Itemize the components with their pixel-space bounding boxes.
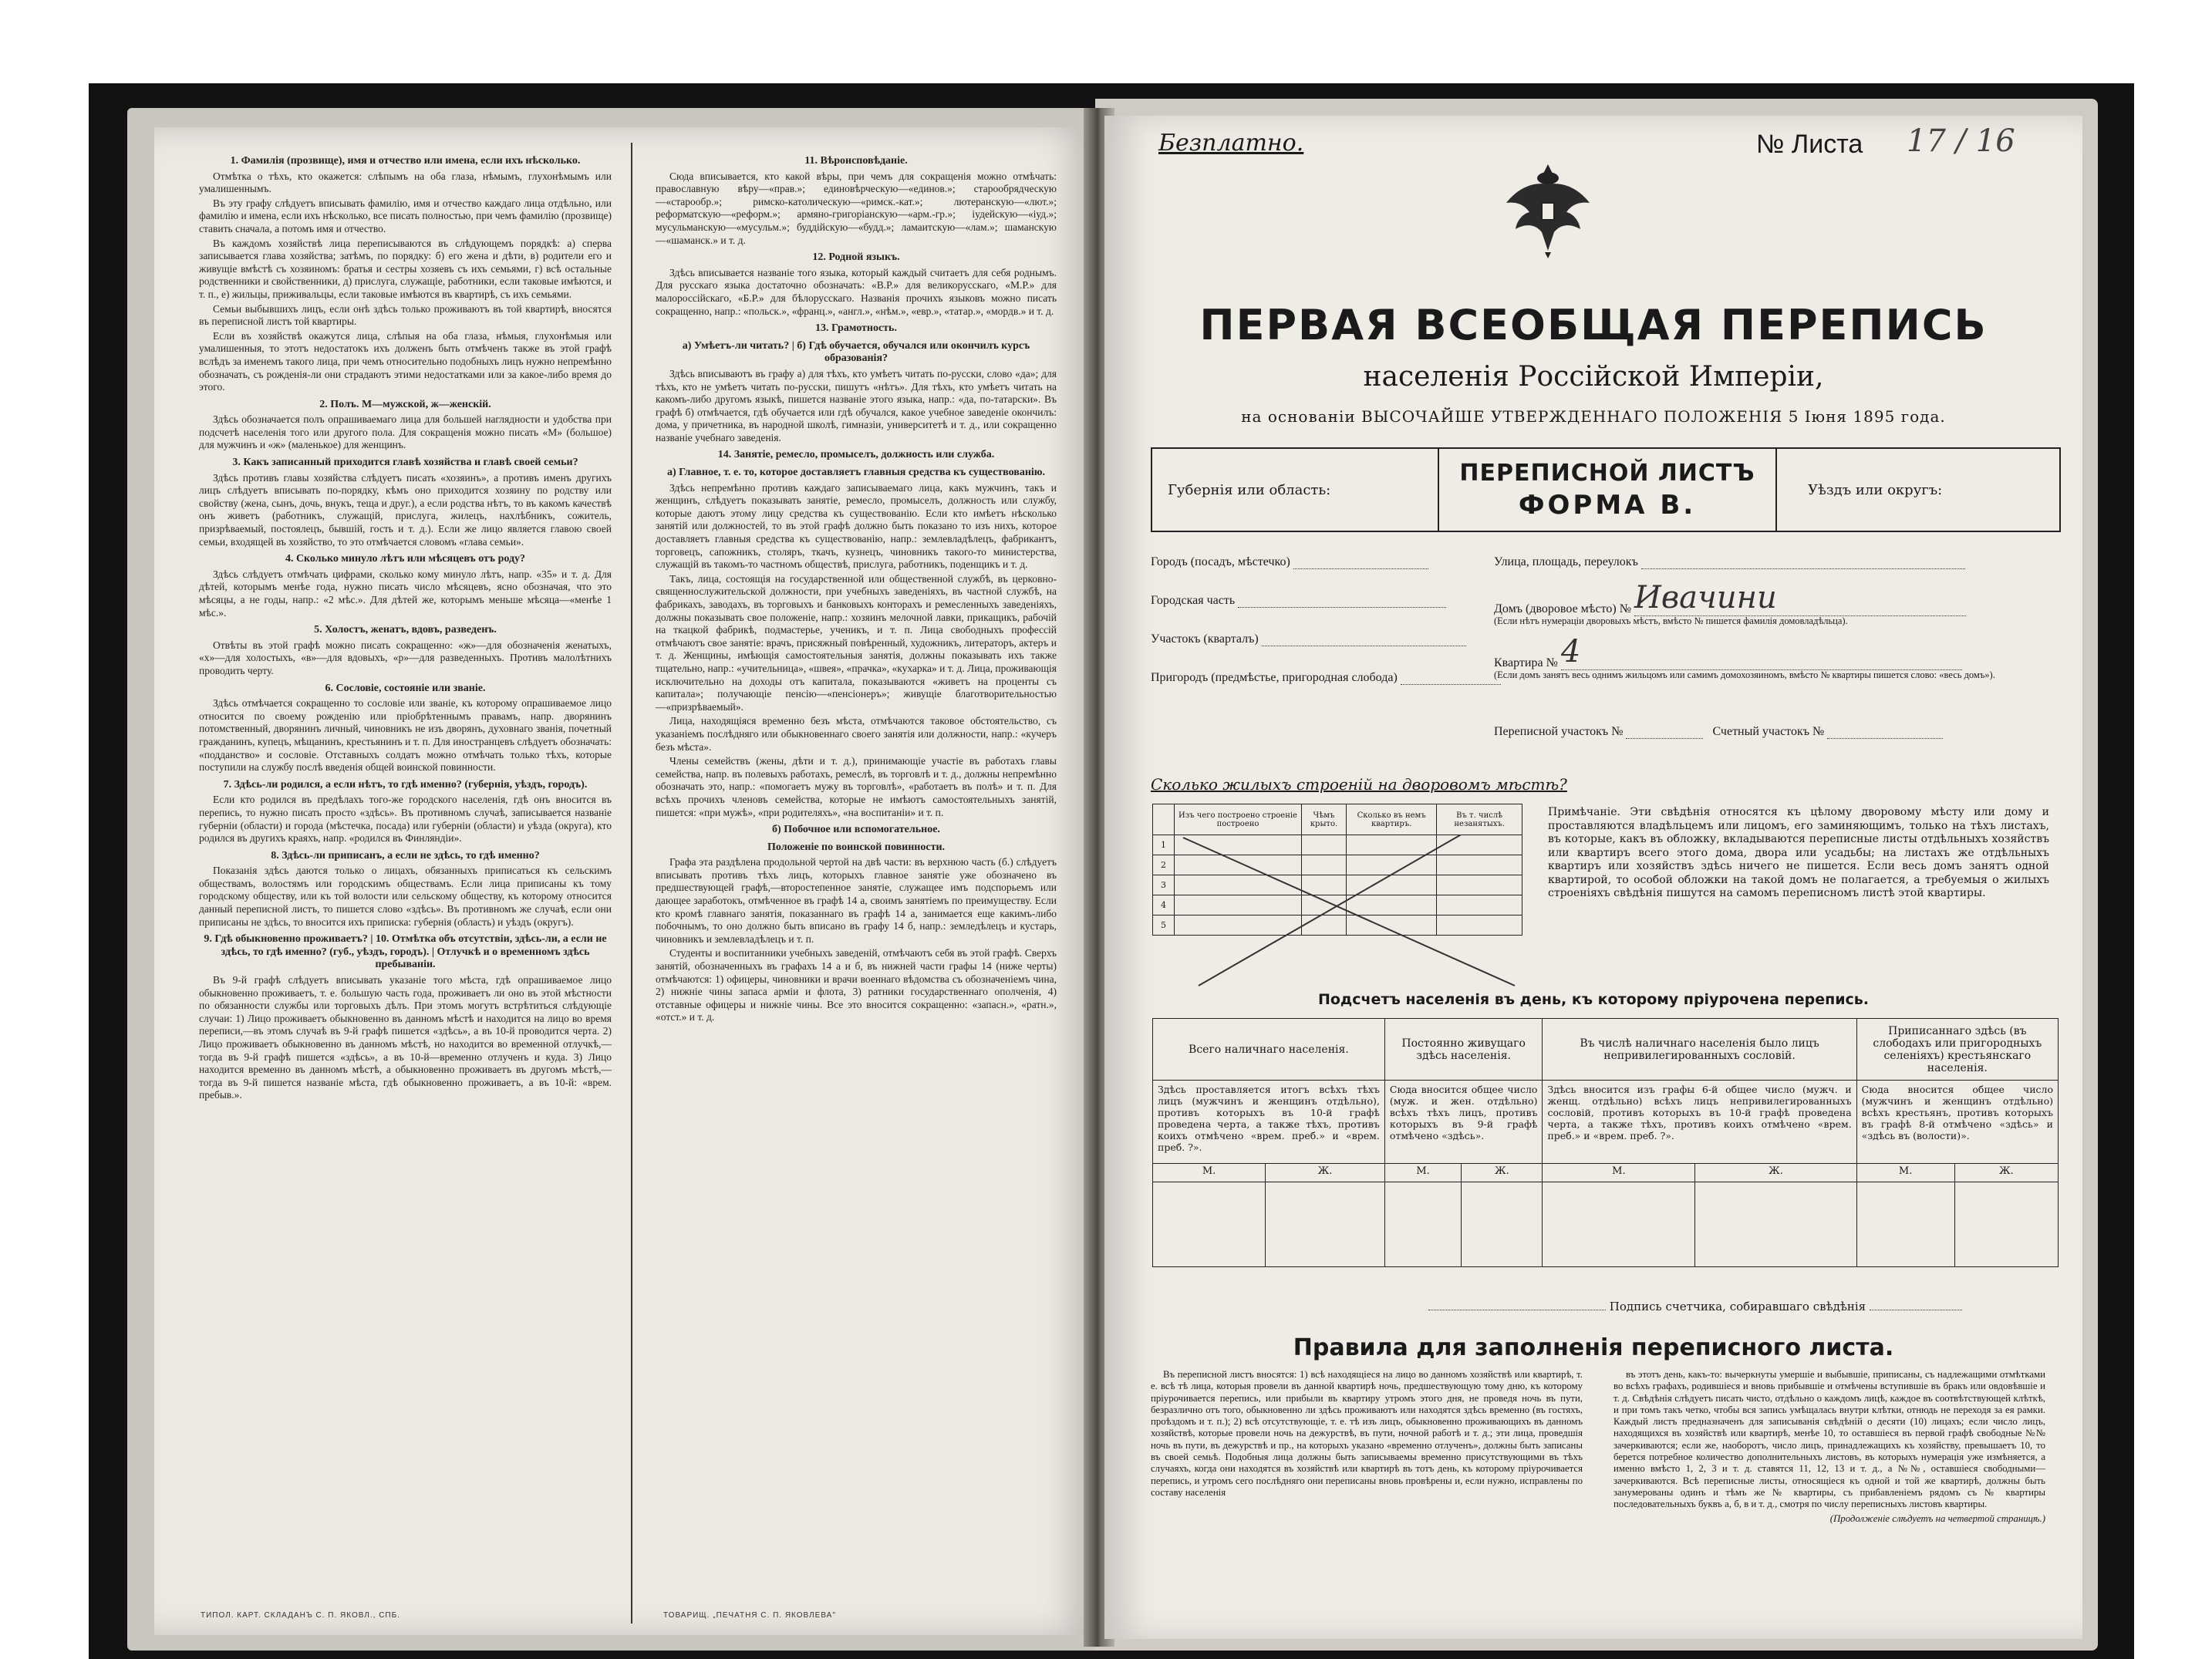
paragraph: Члены семействъ (жены, дѣти и т. д.), принимающіе участіе въ работахъ главы семейства, напр. въ полевыхъ работахъ, ремеслѣ, въ торговлѣ и т. д., должны непремѣнно обозначать это, напр.: «помогаетъ мужу въ торговлѣ», «работаетъ въ полѣ» и т. п. Для всѣхъ прочихъ членовъ семейства, которые не имѣютъ самостоятельныхъ занятій, пишется: «при мужѣ», «при родителяхъ», «на воспитаніи» и т. п. — [656, 755, 1057, 818]
paragraph: Лица, находящіяся временно безъ мѣста, отмѣчаются таковое обстоятельство, съ указаніемъ послѣдняго или обыкновеннаго своего занятія или должности, напр.: «кучеръ безъ мѣста». — [656, 715, 1057, 753]
female-column-header: Ж. — [1462, 1164, 1543, 1182]
paragraph: Если въ хозяйствѣ окажутся лица, слѣпыя на оба глаза, нѣмыя, глухонѣмыя или умалишенныя, то этотъ недостатокъ ихъ долженъ быть отмѣченъ также въ этой графѣ вслѣдъ за именемъ такого лица, при чемъ относительно подобныхъ лицъ нужно непремѣнно обозначать, съ рожденія-ли они страдаютъ этими недостатками или за какое-либо время до этого. — [199, 329, 612, 393]
section-heading: 1. Фамилія (прозвище), имя и отчество или имена, если ихъ нѣсколько. — [230, 155, 581, 167]
rules-text: Въ переписной листъ вносятся: 1) всѣ находящіеся на лицо во данномъ хозяйствѣ или квартирѣ, т. е. всѣ тѣ лица, которыя провели въ данной квартирѣ ночь, предшествующую тому дню, къ которому пріурочивается перепись, или прибыли въ квартиру утромъ этого дня, не проведя ночь въ пути, безразлично отъ того, обыкновенно ли здѣсь проживаютъ или находятся здѣсь временно (въ гостяхъ, проѣздомъ и т. п.); 2) всѣ отсутствующіе, т. е. тѣ изъ лицъ, обыкновенно проживающихъ въ данномъ хозяйствѣ, которые провели ночь на дежурствѣ, въ пути, ночной работѣ и т. д.; эти лица, проведшія ночь въ пути, въ дежурствѣ и пр., на которыхъ указано «временно отлученъ», должны быть записаны въ своей семьѣ. Подобныя лица должны быть записываемы временно присутствующими въ тѣхъ случаяхъ, когда они находятся въ хозяйствѣ или квартирѣ въ тотъ день, къ которому пріурочивается перепись, и утромъ сего послѣдняго они переписаны вновь провѣрены и, если нужно, исправлены по составу населенія — [1151, 1369, 1583, 1498]
signature-line — [1428, 1300, 1962, 1313]
city-part-label: Городская часть — [1151, 594, 1236, 607]
house-field — [1494, 580, 1966, 616]
paragraph: Такъ, лица, состоящія на государственной или общественной службѣ, въ церковно-священнослужительской должности, при учебныхъ заведеніяхъ, въ частной службѣ, на фабрикахъ, заводахъ, въ торговыхъ и банковыхъ конторахъ и ремесленныхъ заведеніяхъ, должны показывать свое положеніе, напр.: хозяинъ мелочной лавки, прикащикъ, рабочій на ткацкой фабрикѣ, подмастерье, ученикъ, и т. п. Лица свободныхъ профессій отмѣчаютъ свое занятіе: врачъ, присяжный повѣренный, художникъ, литераторъ, актеръ и т. д. Женщины, имѣющія самостоятельныя занятія, должны показывать ихъ также тщательно, напр.: «учительница», «швея», «прачка», «кухарка» и т. д. Лица, проживающія исключительно на доходы отъ капитала, показываются «живетъ на проценты съ капитала»; получающіе пенсію—«пенсіонеръ»; живущіе благотворительностью—«призрѣваемый». — [656, 572, 1057, 713]
sheet-number-handwritten: 17 / 16 — [1907, 123, 2015, 159]
section-heading: 9. Гдѣ обыкновенно проживаетъ? | 10. Отмѣтка объ отсутствіи, здѣсь-ли, а если не здѣсь, то гдѣ именно? (губ., уѣздъ, городъ). | Отлучкѣ и о временномъ здѣсь пребываніи. — [204, 933, 607, 971]
rules-text: въ этотъ день, какъ-то: вычеркнуты умершіе и выбывшіе, приписаны, съ надлежащими отмѣтками во всѣхъ графахъ, родившіеся и вновь прибывшіе и отмѣчены вступившіе въ бракъ или овдовѣвшіе и т. д. Свѣдѣнія слѣдуетъ писать чисто, отдѣльно о каждомъ лицѣ, каждое въ соотвѣтствующей клѣткѣ, и при томъ такъ четко, чтобы вся запись умѣщалась внутри клѣтки, отнюдь не переходя за ея рамки. Каждый листъ предназначенъ для записыванія свѣдѣній о десяти (10) лицахъ; если число лицъ, находящихся въ хозяйствѣ или квартирѣ, менѣе 10, то оставшіеся въ первой графѣ свободные №№ зачеркиваются; если же, наоборотъ, число лицъ, принадлежащихъ къ хозяйству, превышаетъ 10, то берется потребное количество дополнительныхъ листовъ, въ которыхъ нумерація уже измѣняется, а именно вмѣсто 1, 2, 3 и т. д. ставятся 11, 12, 13 и т. д., а №№, оставшіеся свободными—зачеркиваются. Всѣ переписные листы, относящіеся къ одной и той же квартирѣ, должны быть занумерованы одинъ и тѣмъ же № квартиры, съ прибавленіемъ рядомъ съ № квартиры последовательныхъ буквъ а, б, в и т. д., смотря по числу переписныхъ листовъ квартиры. — [1613, 1369, 2045, 1510]
left-page — [154, 127, 1094, 1635]
section-heading: 14. Занятіе, ремесло, промыселъ, должность или служба. — [717, 449, 995, 461]
row-number: 5 — [1153, 915, 1175, 936]
paragraph: Здѣсь обозначается полъ опрашиваемаго лица для большей наглядности и удобства при подсчетѣ населенія того или другого пола. Для сокращенія можно писать «М» (большое) для мужчинъ и «ж» (маленькое) для женщинъ. — [199, 413, 612, 451]
count-description: Сюда вносится общее число (муж. и жен. отдѣльно) всѣхъ тѣхъ лицъ, противъ которыхъ въ 9-й графѣ отмѣчено «здѣсь». — [1384, 1081, 1543, 1164]
section-heading: 7. Здѣсь-ли родился, а если нѣтъ, то гдѣ именно? (губернія, уѣздъ, городъ). — [223, 778, 588, 791]
dwellings-note: Примѣчаніе. Эти свѣдѣнія относятся къ цѣлому дворовому мѣсту или дому и проставляются владѣльцемъ или лицомъ, его заминяющимъ, только на тѣхъ листахъ, въ которые, какъ въ обложку, вкладываются переписные листы отдѣльныхъ хозяйствъ или квартиръ всего этого дома, двора или усадьбы; на листахъ же отдѣльныхъ квартиръ или хозяйствъ здѣсь ничего не пишется. Если весь домъ занятъ одной квартирой, то особой обложки на такой домъ не полагается, а требуемыя о жилыхъ строеніяхъ свѣдѣнія пишутся на самомъ переписномъ листѣ этой квартиры. — [1548, 806, 2049, 899]
paragraph: Здѣсь непремѣнно противъ каждаго записываемаго лица, какъ мужчинъ, такъ и женщинъ, слѣдуетъ показывать занятіе, ремесло, промыселъ, должность или службу, которые даютъ этому лицу средства къ существованію. Если кто имѣетъ нѣсколько занятій или должностей, то въ этой графѣ должно быть показано то изъ нихъ, которое доставляетъ главныя средства къ существованію, напр.: землевладѣлецъ, фабрикантъ, торговецъ, сапожникъ, столяръ, ткачъ, кузнецъ, чиновникъ такого-то министерства, служащій въ такомъ-то частномъ обществѣ, прислуга, работникъ, поденщикъ и т. д. — [656, 481, 1057, 571]
apartment-label: Квартира № — [1494, 656, 1558, 669]
city-field — [1151, 555, 1428, 569]
rules-column-2 — [1613, 1369, 2045, 1525]
precinct-label: Участокъ (кварталъ) — [1151, 632, 1259, 646]
imprint-left: ТИПОЛ. КАРТ. СКЛАДАНЪ С. П. ЯКОВЛ., СПБ. — [201, 1611, 400, 1620]
male-column-header: М. — [1856, 1164, 1954, 1182]
right-page — [1104, 116, 2082, 1639]
paragraph: Здѣсь вписываютъ въ графу а) для тѣхъ, кто умѣетъ читать по-русски, слово «да»; для тѣхъ, кто не умѣетъ читать по-русски, пишутъ «нѣтъ». Для тѣхъ, кто умѣетъ читать на какомъ-либо другомъ языкѣ, пишется названіе этого языка, напр.: «да, по-татарски». Въ графѣ б) отмѣчается, гдѣ обучается или гдѣ обучался, какое учебное заведеніе окончилъ: дома, у причетника, въ народной школѣ, гимназіи, университетѣ и т. д., или сокращенно названіе учебнаго заведенія. — [656, 367, 1057, 443]
count-description: Здѣсь проставляется итогъ всѣхъ тѣхъ лицъ (мужчинъ и женщинъ отдѣльно), противъ которыхъ въ 10-й графѣ проведена черта, а также тѣхъ, противъ коихъ отмѣчено «врем. преб.» и «врем. преб. ?». — [1153, 1081, 1385, 1164]
document-title: ПЕРВАЯ ВСЕОБЩАЯ ПЕРЕПИСЬ — [1199, 301, 1988, 349]
male-column-header: М. — [1153, 1164, 1266, 1182]
paragraph: Графа эта раздѣлена продольной чертой на двѣ части: въ верхнюю часть (б.) слѣдуетъ вписывать противъ тѣхъ лицъ, которыхъ главное занятіе уже обозначено въ предшествующей графѣ,—второстепенное занятіе, служащее имъ подспорьемъ или дающее заработокъ, отмѣченное въ графѣ 14 а, своимъ занятіемъ по преимуществу. Если кто кромѣ главнаго занятія, показаннаго въ графѣ 14 а, занимается еще какимъ-либо побочнымъ, то оно должно быть вписано въ графу 14 б, напр.: земледѣлецъ и кустарь, чиновникъ и землевладѣлецъ и т. п. — [656, 856, 1057, 945]
instructions-column-1 — [199, 150, 612, 1104]
rules-column-1 — [1151, 1369, 1583, 1499]
district-label: Уѣздъ или округъ: — [1808, 481, 1943, 498]
row-number: 1 — [1153, 835, 1175, 855]
row-number: 3 — [1153, 875, 1175, 895]
imprint-right: ТОВАРИЩ. „ПЕЧАТНЯ С. П. ЯКОВЛЕВА" — [663, 1611, 836, 1620]
dwellings-caption: Сколько жилыхъ строеній на дворовомъ мѣстѣ? — [1151, 775, 1567, 794]
house-note: (Если нѣтъ нумераціи дворовыхъ мѣстъ, вмѣсто № пишется фамилія домовладѣльца). — [1494, 615, 1848, 626]
dwellings-header: Чѣмъ крыто. — [1302, 804, 1347, 835]
section-heading: 4. Сколько минуло лѣтъ или мѣсяцевъ отъ роду? — [285, 553, 526, 565]
document-basis: на основаніи ВЫСОЧАЙШЕ УТВЕРЖДЕННАГО ПОЛОЖЕНІЯ 5 Іюня 1895 года. — [1241, 407, 1946, 426]
document-subtitle: населенія Россійской Имперіи, — [1363, 361, 1824, 393]
suburb-label: Пригородъ (предмѣстье, пригородная слобода) — [1151, 671, 1398, 684]
house-handwritten: Ивачини — [1634, 580, 1966, 616]
row-number: 4 — [1153, 895, 1175, 915]
section-heading: 3. Какъ записанный приходится главѣ хозяйства и главѣ своей семьи? — [232, 457, 578, 469]
paragraph: Сюда вписывается, кто какой вѣры, при чемъ для сокращенія можно отмѣчать: православную вѣру—«прав.»; единовѣрческую—«единов.»; старообрядческую—«старообр.»; римско-католическую—«римск.-кат.»; лютеранскую—«лют.»; реформатскую—«реформ.»; армяно-григоріанскую—«арм.-гр.»; іудейскую—«іуд.»; мусульманскую—«мусульм.»; буддійскую—«будд.»; ламаитскую—«лам.»; шаманскую—«шаманск.» и т. д. — [656, 170, 1057, 246]
apartment-handwritten: 4 — [1561, 634, 1962, 670]
section-heading: 12. Родной языкъ. — [812, 251, 900, 264]
section-heading: а) Главное, т. е. то, которое доставляетъ главныя средства къ существованію. — [667, 467, 1045, 479]
paragraph: Въ 9-й графѣ слѣдуетъ вписывать указаніе того мѣста, гдѣ опрашиваемое лицо обыкновенно проживаетъ, т. е. большую часть года, проживаетъ ли оно въ этой мѣстности по обязанности службы или торговыхъ дѣлъ. При этомъ могутъ встрѣтиться слѣдующіе случаи: 1) Лицо проживаетъ обыкновенно въ данномъ мѣстѣ и находится на лицо во время переписи,—въ этомъ случаѣ въ 9-й графѣ пишется «здѣсь», а въ 10-й проводится черта. 2) Лицо проживаетъ обыкновенно въ данномъ мѣстѣ, но находится во временной отлучкѣ,—тогда въ 9-й графѣ пишется «здѣсь», а въ 10-й—временно отлученъ и куда. 3) Лицо находится временно въ данномъ мѣстѣ, а обыкновенно проживаетъ въ другомъ мѣстѣ,—тогда въ 9-й пишется названіе мѣста, гдѣ обыкновенно проживаетъ, а въ 10-й: «врем. пребыв.». — [199, 974, 612, 1101]
population-count-title: Подсчетъ населенія въ день, къ которому пріурочена перепись. — [1317, 991, 1870, 1008]
dwellings-header: Сколько въ немъ квартиръ. — [1346, 804, 1436, 835]
rules-title: Правила для заполненія переписного листа. — [1293, 1334, 1894, 1361]
paragraph: Семьи выбывшихъ лицъ, если онѣ здѣсь только проживаютъ въ той квартирѣ, вносятся въ переписной листъ той квартиры. — [199, 302, 612, 328]
imperial-eagle-icon — [1502, 158, 1594, 258]
paragraph: Отвѣты въ этой графѣ можно писать сокращенно: «ж»—для обозначенія женатыхъ, «х»—для холостыхъ, «в»—для вдовыхъ, «р»—для разведенныхъ. Противъ малолѣтнихъ проводить черту. — [199, 639, 612, 676]
apartment-note: (Если домъ занятъ весь однимъ жильцомъ или самимъ домохозяиномъ, вмѣсто № квартиры пишется слово: «весь домъ»). — [1494, 669, 1995, 680]
paragraph: Если кто родился въ предѣлахъ того-же городского населенія, гдѣ онъ вносится въ перепись, то нужно писать просто «здѣсь». Въ противномъ случаѣ, записывается названіе губерніи (области) и города (мѣстечка, посада) или губерніи (области) и уѣзда (округа), кто родился въ другихъ краяхъ, напр. «родился въ Финляндіи». — [199, 794, 612, 845]
count-header: Постоянно живущаго здѣсь населенія. — [1384, 1019, 1543, 1081]
census-precinct-label: Переписной участокъ № — [1494, 725, 1624, 738]
instructions-column-2 — [656, 150, 1057, 1026]
section-heading: 2. Полъ. М—мужской, ж—женскій. — [319, 398, 491, 410]
count-cell[interactable] — [1384, 1182, 1461, 1267]
count-cell[interactable] — [1954, 1182, 2058, 1267]
section-heading: 5. Холостъ, женатъ, вдовъ, разведенъ. — [314, 624, 497, 636]
section-heading: б) Побочное или вспомогательное. — [772, 824, 940, 836]
sheet-title: ПЕРЕПИСНОЙ ЛИСТЪ — [1459, 459, 1755, 487]
count-cell[interactable] — [1695, 1182, 1856, 1267]
dwellings-header: Въ т. числѣ незанятыхъ. — [1437, 804, 1522, 835]
city-part-field — [1151, 594, 1446, 608]
count-cell[interactable] — [1856, 1182, 1954, 1267]
street-label: Улица, площадь, переулокъ — [1494, 555, 1638, 568]
paragraph: Показанія здѣсь даются только о лицахъ, обязанныхъ приписаться къ сельскимъ обществамъ, волостямъ или городскимъ обществамъ. Если лица приписаны къ тому городскому обществу, или къ той волости или сельскому обществу, къ которому относится данный переписной листъ, то пишется слово «здѣсь». Въ противномъ же случаѣ, если они приписаны не здѣсь, то вносится ихъ приписка: губернія (область) и уѣздъ (округъ). — [199, 865, 612, 928]
paragraph: Студенты и воспитанники учебныхъ заведеній, отмѣчаютъ себя въ этой графѣ. Сверхъ занятій, обозначенныхъ въ графахъ 14 а и б, въ нижней части графы 14 (ниже черты) отмѣчаются: 1) офицеры, чиновники и врачи военнаго вѣдомства съ обозначеніемъ чина, 2) нижніе чины запаса арміи и флота, 3) ратники государственнаго ополченія, 4) отставные офицеры и нижніе чины. Все это вносится сокращенно: «запасн.», «ратн.», «отст.» и т. д. — [656, 947, 1057, 1023]
signature-label: Подпись счетчика, собиравшаго свѣдѣнія — [1609, 1300, 1866, 1313]
count-header: Въ числѣ наличнаго населенія было лицъ непривилегированныхъ сословій. — [1543, 1019, 1856, 1081]
count-description: Здѣсь вносится изъ графы 6-й общее число (мужч. и женщ. отдѣльно) всѣхъ лицъ непривилегированныхъ сословій, противъ которыхъ въ 10-й графѣ проведена черта, а также тѣхъ, противъ коихъ отмѣчено «врем. преб.» и «врем. преб. ?». — [1543, 1081, 1856, 1164]
count-header: Приписаннаго здѣсь (въ слободахъ или пригородныхъ селеніяхъ) крестьянскаго населенія. — [1856, 1019, 2058, 1081]
male-column-header: М. — [1384, 1164, 1461, 1182]
dwellings-index-header — [1153, 804, 1175, 835]
province-label: Губернія или область: — [1168, 481, 1331, 498]
count-cell[interactable] — [1266, 1182, 1385, 1267]
paragraph: Отмѣтка о тѣхъ, кто окажется: слѣпымъ на оба глаза, нѣмымъ, глухонѣмымъ или умалишеннымъ. — [199, 170, 612, 195]
crossed-out-mark — [1152, 835, 1522, 989]
form-name: ФОРМА В. — [1518, 489, 1697, 521]
male-column-header: М. — [1543, 1164, 1695, 1182]
dwellings-header: Изъ чего построено строеніе построено — [1175, 804, 1302, 835]
female-column-header: Ж. — [1695, 1164, 1856, 1182]
row-number: 2 — [1153, 855, 1175, 875]
paragraph: Въ эту графу слѣдуетъ вписывать фамилію, имя и отчество каждаго лица отдѣльно, или фамилію и имена, если ихъ нѣсколько, все писать полностью, при чемъ фамилію (прозвище) ставить сначала, а потомъ имя и отчество. — [199, 197, 612, 234]
census-precinct-field — [1494, 725, 1943, 739]
population-count-table — [1152, 1018, 2059, 1267]
female-column-header: Ж. — [1266, 1164, 1385, 1182]
section-heading: 8. Здѣсь-ли приписанъ, а если не здѣсь, то гдѣ именно? — [271, 849, 540, 862]
count-precinct-label: Счетный участокъ № — [1712, 725, 1825, 738]
section-heading: 13. Грамотность. — [815, 322, 897, 335]
house-label: Домъ (дворовое мѣсто) № — [1494, 602, 1631, 615]
sheet-number-label: № Листа — [1756, 130, 1863, 159]
section-heading: Положеніе по воинской повинности. — [767, 841, 946, 853]
count-description: Сюда вносится общее число (мужчинъ и женщинъ отдѣльно) всѣхъ крестьянъ, противъ которыхъ въ графѣ 8-й отмѣчено «здѣсь» и «здѣсь въ (волости)». — [1856, 1081, 2058, 1164]
street-field — [1494, 555, 1965, 569]
form-title-cell — [1438, 449, 1777, 531]
city-label: Городъ (посадъ, мѣстечко) — [1151, 555, 1290, 568]
paragraph: Здѣсь отмѣчается сокращенно то сословіе или званіе, къ которому опрашиваемое лицо относится по своему рожденію или пріобрѣтеннымъ правамъ, напр. дворянинъ потомственный, дворянинъ личный, чиновникъ не изъ дворянъ, духовнаго званія, почетный гражданинъ, купецъ, мѣщанинъ, крестьянинъ и т. п. Для иностранцевъ слѣдуетъ обозначать: «подданство» и сословіе. Отставныхъ солдатъ можно отмѣчать только тѣхъ, которые поступили на службу послѣ введенія общей воинской повинности. — [199, 697, 612, 774]
paragraph: Въ каждомъ хозяйствѣ лица переписываются въ слѣдующемъ порядкѣ: а) сперва записывается глава хозяйства; затѣмъ, по порядку: б) его жена и дѣти, в) родители его и живущіе вмѣстѣ съ хозяиномъ: братья и сестры хозяевъ съ ихъ семьями, г) всѣ остальные родственники и свойственники, д) прислуга, служащіе, работники, если таковые имѣются, и т. п., е) жильцы, приживальцы, если таковые имѣются въ квартирѣ, съ ихъ семьями. — [199, 237, 612, 300]
count-cell[interactable] — [1153, 1182, 1266, 1267]
section-heading: 6. Сословіе, состояніе или званіе. — [325, 682, 486, 694]
count-cell[interactable] — [1543, 1182, 1695, 1267]
suburb-field — [1151, 671, 1501, 685]
paragraph: Здѣсь слѣдуетъ отмѣчать цифрами, сколько кому минуло лѣтъ, напр. «35» и т. д. Для дѣтей, которымъ менѣе года, нужно писать число мѣсяцевъ, ясно обозначая, что это мѣсяцы, а не годы, напр.: «2 мѣс.». Для дѣтей же, которымъ меньше мѣсяца—«менѣе 1 мѣс.». — [199, 568, 612, 619]
count-header: Всего наличнаго населенія. — [1153, 1019, 1385, 1081]
paragraph: Здѣсь противъ главы хозяйства слѣдуетъ писать «хозяинъ», а противъ именъ другихъ лицъ слѣдуетъ вписывать по-порядку, кѣмъ оно приходится хозяину по родству или свойству (жена, сынъ, дочь, внукъ, теща и друг.), а если родства нѣтъ, то въ какомъ качествѣ онъ живетъ (работникъ, служащій, прислуга, жилецъ, нахлѣбникъ, сожитель, призрѣваемый, постоялецъ, бывшій, гость и т. д.). Если же лицо является главою своей семьи, входящей въ хозяйство, то это отмѣчается словомъ «глава семьи». — [199, 471, 612, 548]
apartment-field — [1494, 634, 1962, 670]
column-divider — [631, 143, 632, 1624]
section-heading: а) Умѣетъ-ли читать? | б) Гдѣ обучается, обучался или окончилъ курсъ образованія? — [682, 339, 1030, 365]
free-label: Безплатно. — [1158, 130, 1304, 157]
section-heading: 11. Вѣроисповѣданіе. — [804, 155, 908, 167]
form-header-box — [1151, 447, 2061, 532]
precinct-field — [1151, 632, 1466, 646]
paragraph: Здѣсь вписывается названіе того языка, который каждый считаетъ для себя роднымъ. Для русскаго языка достаточно обозначать: «В.Р.» для великорусскаго, «М.Р.» для малороссійскаго, «Б.Р.» для бѣлорусскаго. Названія прочихъ языковъ можно писать сокращенно, напр.: «польск.», «франц.», «англ.», «нѣм.», «евр.», «татар.», «мордв.» и т. д. — [656, 266, 1057, 317]
continued-note: (Продолженіе слѣдуетъ на четвертой страницѣ.) — [1829, 1512, 2045, 1524]
female-column-header: Ж. — [1954, 1164, 2058, 1182]
count-cell[interactable] — [1462, 1182, 1543, 1267]
